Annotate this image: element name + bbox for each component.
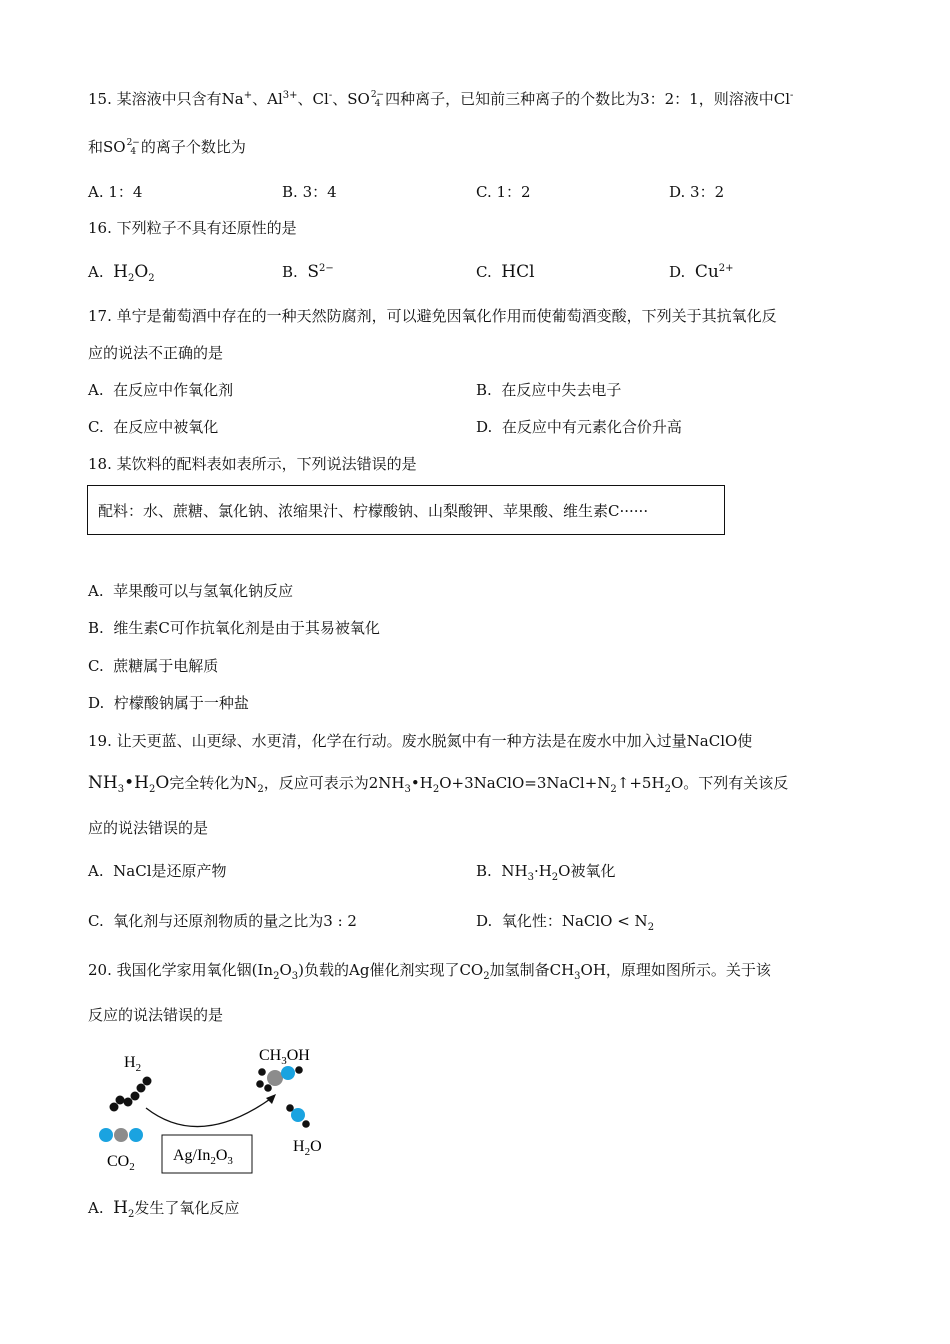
q20-stem-line2: 反应的说法错误的是 [88, 1006, 224, 1024]
option-label: D. [476, 418, 493, 436]
q15-stem-line2 [88, 137, 246, 157]
q15-stem-line1 [88, 89, 793, 109]
q20-stem-c: 加氢制备CH [489, 961, 575, 979]
option-label: D. [88, 694, 105, 712]
option-label: C. [88, 418, 104, 436]
q19-option-d[interactable] [476, 911, 654, 931]
q19-t1: 完全转化为N [169, 774, 258, 792]
h2o-label: $H_2O$ [293, 1138, 322, 1158]
q15-option-d[interactable] [669, 182, 724, 202]
sub-2: 2 [551, 872, 559, 883]
q18-option-c[interactable] [88, 656, 218, 676]
sub-2: 2 [432, 784, 440, 795]
q15-stem-a: 某溶液中只含有 [116, 90, 222, 108]
option-label: A. [88, 183, 104, 201]
option-label: B. [476, 381, 492, 399]
q17-stem-line1 [88, 306, 777, 326]
water-molecule [286, 1104, 310, 1128]
q20-stem-b: )负载的Ag催化剂实现了CO [298, 961, 484, 979]
sub-2: 2 [664, 784, 671, 795]
option-text: 氧化剂与还原剂物质的量之比为3 : 2 [113, 912, 357, 930]
ion-al-charge: 3+ [282, 90, 298, 101]
q15-option-a[interactable] [88, 182, 142, 202]
ion-cl: Cl [312, 90, 329, 108]
ion-na-charge: + [243, 90, 253, 101]
option-label: B. [282, 183, 298, 201]
ion-cl-charge: - [328, 90, 333, 101]
sub-2: 2 [610, 784, 617, 795]
o-symbol: O [134, 262, 149, 282]
so4-charge-2: 2− [126, 138, 140, 148]
o-sub: 2 [148, 273, 155, 284]
option-text: 3：2 [690, 183, 725, 201]
in-symbol: In [257, 961, 274, 979]
nh-symbol: NH [88, 773, 118, 793]
ingredients-box [87, 485, 725, 535]
nh-symbol: NH [501, 862, 528, 880]
sub-3: 3 [574, 971, 581, 982]
ingredients-text: 配料：水、蔗糖、氯化钠、浓缩果汁、柠檬酸钠、山梨酸钾、苹果酸、维生素C······ [98, 502, 649, 520]
sep: 、 [332, 90, 348, 108]
q18-stem [88, 454, 417, 474]
option-label: A. [88, 1199, 104, 1217]
h-symbol: H [113, 1198, 128, 1218]
option-text: 发生了氧化反应 [134, 1199, 240, 1217]
q16-stem-text: 下列粒子不具有还原性的是 [116, 219, 297, 237]
o-symbol: O [155, 773, 170, 793]
option-text: 氧化性：NaClO < N [501, 912, 648, 930]
ion-al: Al [267, 90, 283, 108]
q17-number: 17. [88, 307, 112, 325]
option-text: 在反应中被氧化 [113, 418, 219, 436]
o-symbol: O [279, 961, 292, 979]
q19-t2: ，反应可表示为2NH [263, 774, 405, 792]
q18-stem-text: 某饮料的配料表如表所示，下列说法错误的是 [116, 455, 417, 473]
q18-option-d[interactable] [88, 693, 249, 713]
option-label: C. [476, 263, 492, 281]
sub-3: 3 [527, 872, 534, 883]
sub-3: 3 [291, 971, 299, 982]
option-text: HCl [501, 262, 535, 282]
sub-2: 2 [273, 971, 280, 982]
q19-option-b[interactable] [476, 861, 615, 881]
option-text: 1：2 [496, 183, 531, 201]
cu-symbol: Cu [694, 262, 719, 282]
so4-frac-2 [127, 139, 140, 157]
sep: 、 [252, 90, 268, 108]
option-text: 维生素C可作抗氧化剂是由于其易被氧化 [113, 619, 380, 637]
option-text: 在反应中有元素化合价升高 [501, 418, 682, 436]
dot-h: •H [124, 773, 149, 793]
sub-2: 2 [148, 784, 156, 795]
so4-charge: 2− [370, 90, 385, 100]
sub-2: 2 [647, 922, 655, 933]
q15-option-c[interactable] [476, 182, 531, 202]
option-text: 1：4 [108, 183, 143, 201]
q19-stem-line2 [88, 773, 788, 793]
option-text: 3：4 [302, 183, 337, 201]
q15-option-b[interactable] [282, 182, 337, 202]
sub-2: 2 [483, 971, 490, 982]
h2-label: $H_2$ [124, 1054, 142, 1074]
q16-number: 16. [88, 219, 112, 237]
cu-charge: 2+ [718, 263, 734, 274]
s-symbol: S [307, 262, 319, 282]
arrow-head [266, 1094, 276, 1104]
ion-so4: SO [347, 90, 370, 108]
q19-option-a[interactable] [88, 861, 227, 881]
q16-stem [88, 218, 297, 238]
so4-frac [371, 91, 384, 109]
sub-2: 2 [257, 784, 264, 795]
q19-stem-1: 让天更蓝、山更绿、水更清，化学在行动。废水脱氮中有一种方法是在废水中加入过量NaClO使 [116, 732, 753, 750]
q20-stem-line1 [88, 960, 771, 980]
option-label: C. [88, 912, 104, 930]
cl-charge: - [790, 90, 794, 101]
q17-option-d[interactable] [476, 417, 682, 437]
h-symbol: H [113, 262, 128, 282]
q17-stem-line2: 应的说法不正确的是 [88, 344, 224, 362]
option-text: 在反应中作氧化剂 [113, 381, 234, 399]
option-text: 柠檬酸钠属于一种盐 [113, 694, 249, 712]
q20-number: 20. [88, 961, 112, 979]
q19-stem-line3: 应的说法错误的是 [88, 819, 209, 837]
sep: 、 [297, 90, 313, 108]
option-label: D. [669, 183, 686, 201]
so4-sub-2: 4 [130, 147, 137, 157]
ion-na: Na [221, 90, 244, 108]
q15-stem-c: 和SO [88, 138, 126, 156]
q20-stem-d: OH，原理如图所示。关于该 [580, 961, 771, 979]
q16-option-a[interactable] [88, 262, 155, 282]
dot-h: •H [410, 774, 433, 792]
h-sub: 2 [127, 273, 135, 284]
q19-t5: O。下列有关该反 [670, 774, 789, 792]
ch3oh-label: $CH_3OH$ [259, 1047, 310, 1067]
q15-stem-b: 四种离子，已知前三种离子的个数比为3：2：1，则溶液中Cl [385, 90, 791, 108]
option-label: B. [476, 862, 492, 880]
q19-stem-line1 [88, 731, 752, 751]
sub-2: 2 [127, 1209, 135, 1220]
option-label: A. [88, 381, 104, 399]
dot-h: ·H [533, 862, 552, 880]
q19-number: 19. [88, 732, 112, 750]
so4-sub: 4 [374, 99, 381, 109]
option-text: NaCl是还原产物 [113, 862, 227, 880]
catalyst-label: $Ag/In_2O_3$ [173, 1147, 233, 1167]
option-text: 蔗糖属于电解质 [113, 657, 219, 675]
option-label: A. [88, 862, 104, 880]
s-charge: 2− [319, 263, 334, 274]
option-label: A. [88, 582, 104, 600]
reaction-arrow [146, 1097, 273, 1127]
option-label: C. [476, 183, 492, 201]
option-label: D. [476, 912, 493, 930]
q17-option-b[interactable] [476, 380, 621, 400]
option-label: C. [88, 657, 104, 675]
sub-3: 3 [404, 784, 411, 795]
q17-option-c[interactable] [88, 417, 218, 437]
q15-number: 15. [88, 90, 112, 108]
co2-molecule [99, 1128, 143, 1142]
option-label: B. [88, 619, 104, 637]
q18-option-a[interactable] [88, 581, 293, 601]
co2-label: $CO_2$ [107, 1153, 135, 1173]
option-text: O被氧化 [558, 862, 616, 880]
option-text: 苹果酸可以与氢氧化钠反应 [113, 582, 294, 600]
q18-number: 18. [88, 455, 112, 473]
q16-option-d[interactable] [669, 262, 734, 282]
q18-option-b[interactable] [88, 618, 380, 638]
q16-option-b[interactable] [282, 262, 334, 282]
q19-t3: O+3NaClO=3NaCl+N [439, 774, 611, 792]
q19-t4: ↑+5H [616, 774, 665, 792]
option-label: B. [282, 263, 298, 281]
option-text: 在反应中失去电子 [501, 381, 622, 399]
q20-stem-a: 我国化学家用氧化铟( [116, 961, 258, 979]
q15-stem-d: 的离子个数比为 [140, 138, 246, 156]
sub-3: 3 [117, 784, 125, 795]
hydrogen-molecules [110, 1077, 152, 1112]
q19-option-c[interactable] [88, 911, 357, 931]
reaction-diagram [90, 1040, 350, 1180]
q17-stem-1: 单宁是葡萄酒中存在的一种天然防腐剂，可以避免因氧化作用而使葡萄酒变酸，下列关于其抗氧化反 [116, 307, 777, 325]
methanol-molecule [256, 1066, 303, 1092]
option-label: D. [669, 263, 686, 281]
q20-option-a[interactable] [88, 1198, 239, 1218]
option-label: A. [88, 263, 104, 281]
q16-option-c[interactable] [476, 262, 535, 282]
q17-option-a[interactable] [88, 380, 233, 400]
